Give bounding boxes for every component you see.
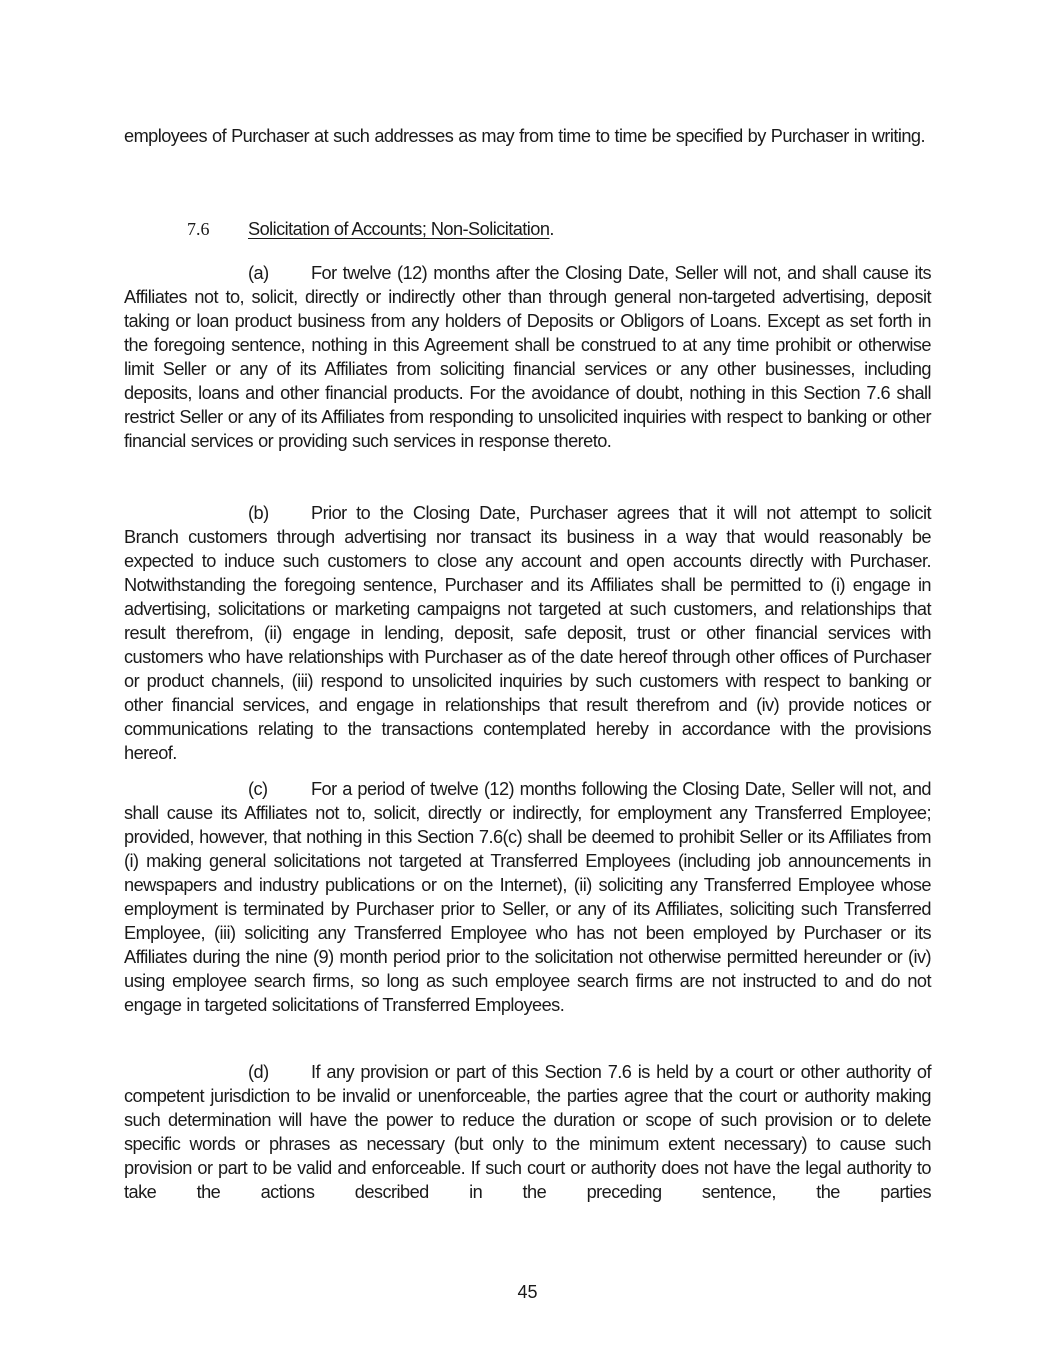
paragraph-label: (c): [248, 779, 268, 799]
paragraph-d: [124, 1060, 931, 1204]
paragraph-label: (b): [248, 503, 269, 523]
section-title-punctuation: .: [549, 219, 555, 239]
paragraph-b: [124, 501, 931, 765]
continuation-paragraph: [124, 124, 931, 148]
section-number: 7.6: [187, 219, 210, 239]
paragraph-text: For twelve (12) months after the Closing Date, Seller will not, and shall cause its Affiliates not to, solicit, directly or indirectly other than through general non-targeted advertising, deposit taking or loan product business from any holders of Deposits or Obligors of Loans. Except as set forth in the foregoing sentence, nothing in this Agreement shall be construed to at any time prohibit or otherwise limit Seller or any of its Affiliates from soliciting financial services or any other businesses, including deposits, loans and other financial products. For the avoidance of doubt, nothing in this Section 7.6 shall restrict Seller or any of its Affiliates from responding to unsolicited inquiries with respect to banking or other financial services or providing such services in response thereto.: [124, 263, 931, 451]
paragraph-text: If any provision or part of this Section 7.6 is held by a court or other authority of competent jurisdiction to be invalid or unenforceable, the parties agree that the court or authority making such determination will have the power to reduce the duration or scope of such provision or to delete specific words or phrases as necessary (but only to the minimum extent necessary) to cause such provision or part to be valid and enforceable. If such court or authority does not have the legal authority to take the actions described in the preceding sentence, the parties: [124, 1062, 931, 1202]
paragraph-label: (a): [248, 263, 269, 283]
section-heading: [187, 217, 554, 241]
page-number: 45: [517, 1282, 538, 1302]
paragraph-label: (d): [248, 1062, 269, 1082]
paragraph-a: [124, 261, 931, 453]
paragraph-text: Prior to the Closing Date, Purchaser agrees that it will not attempt to solicit Branch customers through advertising nor transact its business in a way that would reasonably be expected to induce such customers to close any account and open accounts directly with Purchaser. Notwithstanding the foregoing sentence, Purchaser and its Affiliates shall be permitted to (i) engage in advertising, solicitations or marketing campaigns not targeted at such customers, and relationships that result therefrom, (ii) engage in lending, deposit, safe deposit, trust or other financial services with customers who have relationships with Purchaser as of the date hereof through other offices of Purchaser or product channels, (iii) respond to unsolicited inquiries by such customers with respect to banking or other financial services, and engage in relationships that result therefrom and (iv) provide notices or communications relating to the transactions contemplated hereby in accordance with the provisions hereof.: [124, 503, 931, 763]
section-title: Solicitation of Accounts; Non-Solicitation: [248, 219, 550, 239]
paragraph-text: For a period of twelve (12) months following the Closing Date, Seller will not, and shall cause its Affiliates not to, solicit, directly or indirectly, for employment any Transferred Employee; provided, however, that nothing in this Section 7.6(c) shall be deemed to prohibit Seller or its Affiliates from (i) making general solicitations not targeted at Transferred Employees (including job announcements in newspapers and industry publications or on the Internet), (ii) soliciting any Transferred Employee whose employment is terminated by Purchaser prior to Seller, or any of its Affiliates, soliciting such Transferred Employee, (iii) soliciting any Transferred Employee who has not been employed by Purchaser or its Affiliates during the nine (9) month period prior to the solicitation not otherwise permitted hereunder or (iv) using employee search firms, so long as such employee search firms are not instructed to and do not engage in targeted solicitations of Transferred Employees.: [124, 779, 931, 1015]
paragraph-c: [124, 777, 931, 1017]
continuation-text: employees of Purchaser at such addresses as may from time to time be specified by Purchaser in writing.: [124, 126, 925, 146]
